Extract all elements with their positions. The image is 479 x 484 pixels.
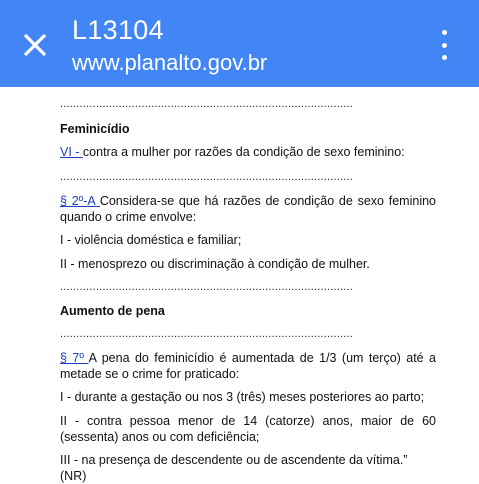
heading-aumento-de-pena: Aumento de pena: [60, 304, 165, 318]
paragraph-7: [60, 350, 436, 382]
dots-separator: ..........................................................................................: [60, 98, 354, 110]
inciso-vi-link[interactable]: VI -: [60, 145, 83, 159]
item-7-i: I - durante a gestação ou nos 3 (três) meses posteriores ao parto;: [60, 390, 425, 404]
paragraph-2a-link[interactable]: § 2º-A: [60, 194, 100, 208]
paragraph-2a: [60, 193, 436, 225]
app-bar: [0, 0, 479, 87]
dots-separator: ..........................................................................................: [60, 328, 354, 340]
inciso-vi-text: contra a mulher por razões da condição de sexo feminino:: [82, 145, 405, 159]
more-vert-icon[interactable]: [432, 30, 456, 60]
dots-separator: ..........................................................................................: [60, 171, 354, 183]
paragraph-2a-text: Considera-se que há razões de condição de sexo feminino quando o crime envolve:: [60, 194, 436, 224]
inciso-vi: [60, 144, 436, 160]
item-7-iii: III - na presença de descendente ou de ascendente da vítima.” (NR): [60, 453, 408, 483]
paragraph-7-text: A pena do feminicídio é aumentada de 1/3 (um terço) até a metade se o crime for praticado:: [60, 351, 436, 381]
item-ii: II - menosprezo ou discriminação à condição de mulher.: [60, 257, 370, 271]
close-icon: [20, 30, 50, 60]
dots-separator: ..........................................................................................: [60, 281, 354, 293]
item-i: I - violência doméstica e familiar;: [60, 233, 242, 247]
item-7-ii: II - contra pessoa menor de 14 (catorze) anos, maior de 60 (sessenta) anos ou com deficiência;: [60, 414, 436, 444]
page-title: L13104: [72, 15, 164, 45]
document-content: [0, 87, 479, 483]
close-button[interactable]: [20, 30, 50, 60]
paragraph-7-link[interactable]: § 7º: [60, 351, 89, 365]
page-url: www.planalto.gov.br: [72, 50, 268, 75]
heading-feminicidio: Feminicídio: [60, 122, 130, 136]
